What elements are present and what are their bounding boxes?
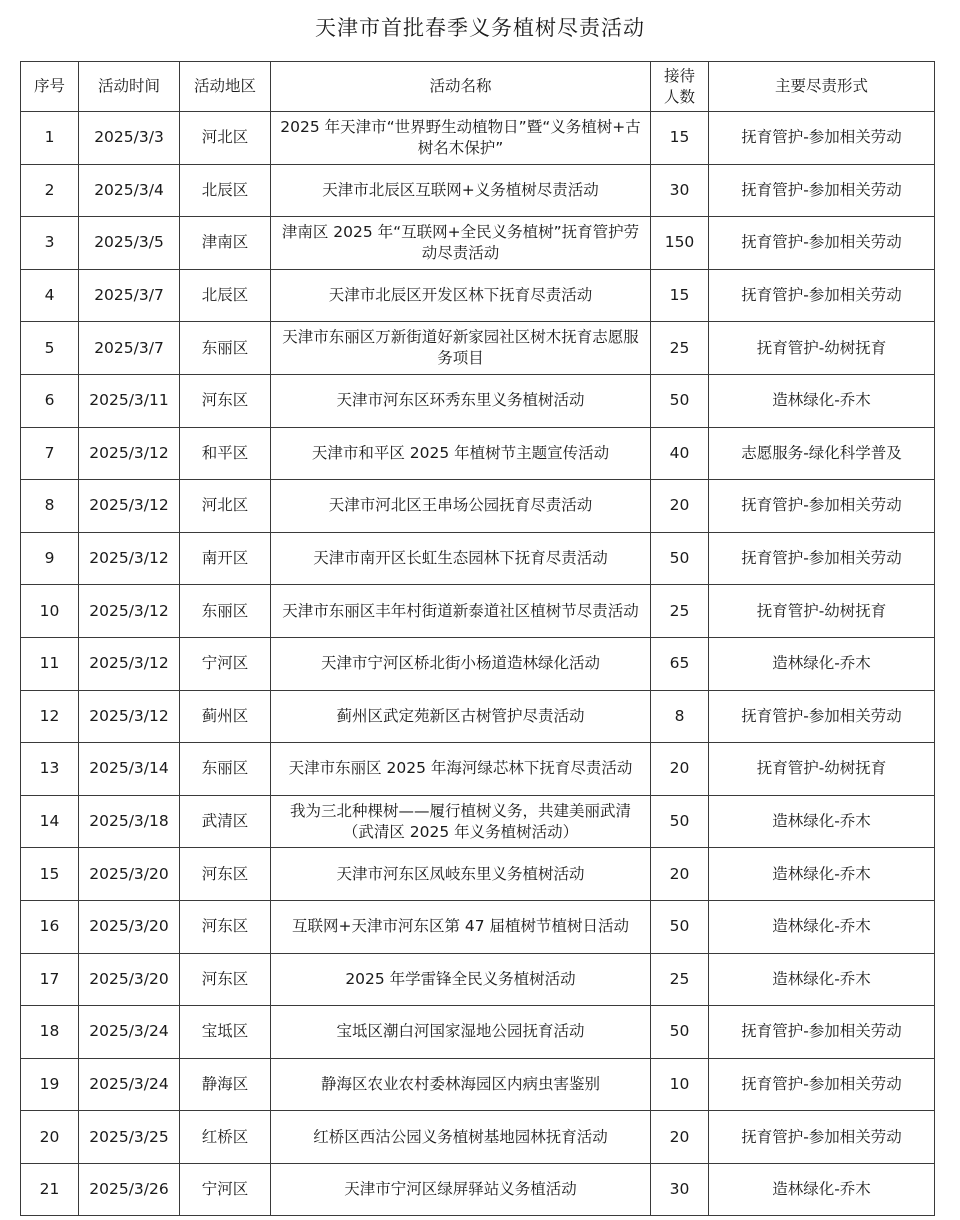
cell-form: 抚育管护-参加相关劳动 [709,480,935,533]
cell-activity-name: 2025 年天津市“世界野生动植物日”暨“义务植树+古树名木保护” [271,112,651,165]
cell-activity-name: 静海区农业农村委林海园区内病虫害鉴别 [271,1058,651,1111]
cell-date: 2025/3/25 [79,1111,180,1164]
cell-index: 6 [21,374,79,427]
header-index: 序号 [21,62,79,112]
cell-index: 20 [21,1111,79,1164]
cell-area: 北辰区 [180,164,271,217]
cell-index: 19 [21,1058,79,1111]
table-row [21,743,935,796]
cell-activity-name: 互联网+天津市河东区第 47 届植树节植树日活动 [271,900,651,953]
cell-index: 14 [21,795,79,848]
cell-form: 志愿服务-绿化科学普及 [709,427,935,480]
cell-activity-name: 天津市宁河区绿屏驿站义务植活动 [271,1163,651,1216]
table-row [21,1163,935,1216]
cell-activity-name: 天津市东丽区万新街道好新家园社区树木抚育志愿服务项目 [271,322,651,375]
table-row [21,1058,935,1111]
cell-index: 4 [21,269,79,322]
cell-activity-name: 蓟州区武定苑新区古树管护尽责活动 [271,690,651,743]
cell-count: 15 [651,269,709,322]
cell-form: 抚育管护-参加相关劳动 [709,690,935,743]
cell-count: 25 [651,953,709,1006]
cell-count: 40 [651,427,709,480]
cell-date: 2025/3/24 [79,1006,180,1059]
cell-activity-name: 天津市和平区 2025 年植树节主题宣传活动 [271,427,651,480]
cell-activity-name: 宝坻区潮白河国家湿地公园抚育活动 [271,1006,651,1059]
cell-count: 50 [651,900,709,953]
table-row [21,953,935,1006]
cell-form: 抚育管护-幼树抚育 [709,322,935,375]
cell-index: 16 [21,900,79,953]
header-count: 接待人数 [651,62,709,112]
cell-date: 2025/3/14 [79,743,180,796]
table-row [21,322,935,375]
cell-area: 河东区 [180,848,271,901]
table-row [21,900,935,953]
cell-activity-name: 天津市北辰区互联网+义务植树尽责活动 [271,164,651,217]
cell-activity-name: 天津市东丽区丰年村街道新泰道社区植树节尽责活动 [271,585,651,638]
cell-activity-name: 红桥区西沽公园义务植树基地园林抚育活动 [271,1111,651,1164]
cell-index: 1 [21,112,79,165]
cell-date: 2025/3/26 [79,1163,180,1216]
cell-form: 抚育管护-幼树抚育 [709,743,935,796]
cell-area: 武清区 [180,795,271,848]
table-row [21,480,935,533]
cell-form: 抚育管护-参加相关劳动 [709,269,935,322]
page-title: 天津市首批春季义务植树尽责活动 [315,16,645,40]
cell-area: 南开区 [180,532,271,585]
cell-date: 2025/3/3 [79,112,180,165]
cell-form: 造林绿化-乔木 [709,795,935,848]
header-form: 主要尽责形式 [709,62,935,112]
cell-date: 2025/3/20 [79,900,180,953]
cell-count: 10 [651,1058,709,1111]
table-row [21,269,935,322]
cell-count: 50 [651,795,709,848]
cell-index: 7 [21,427,79,480]
cell-index: 2 [21,164,79,217]
cell-date: 2025/3/12 [79,480,180,533]
table-row [21,532,935,585]
table-row [21,690,935,743]
cell-count: 30 [651,164,709,217]
cell-form: 造林绿化-乔木 [709,1163,935,1216]
cell-count: 30 [651,1163,709,1216]
cell-area: 河北区 [180,480,271,533]
cell-count: 50 [651,1006,709,1059]
header-area: 活动地区 [180,62,271,112]
cell-form: 抚育管护-参加相关劳动 [709,217,935,270]
cell-index: 3 [21,217,79,270]
cell-count: 50 [651,532,709,585]
cell-date: 2025/3/7 [79,269,180,322]
cell-index: 13 [21,743,79,796]
cell-area: 津南区 [180,217,271,270]
cell-area: 宁河区 [180,1163,271,1216]
cell-activity-name: 天津市东丽区 2025 年海河绿芯林下抚育尽责活动 [271,743,651,796]
cell-count: 20 [651,743,709,796]
header-name: 活动名称 [271,62,651,112]
table-body [21,112,935,1216]
cell-form: 造林绿化-乔木 [709,900,935,953]
cell-form: 抚育管护-参加相关劳动 [709,112,935,165]
cell-area: 河东区 [180,900,271,953]
cell-date: 2025/3/12 [79,427,180,480]
cell-date: 2025/3/4 [79,164,180,217]
cell-count: 50 [651,374,709,427]
cell-area: 河东区 [180,953,271,1006]
cell-count: 20 [651,480,709,533]
cell-date: 2025/3/12 [79,532,180,585]
cell-date: 2025/3/20 [79,848,180,901]
cell-index: 21 [21,1163,79,1216]
cell-date: 2025/3/12 [79,585,180,638]
cell-index: 17 [21,953,79,1006]
cell-form: 造林绿化-乔木 [709,637,935,690]
cell-count: 15 [651,112,709,165]
cell-count: 65 [651,637,709,690]
table-row [21,374,935,427]
header-date: 活动时间 [79,62,180,112]
table-row [21,164,935,217]
table-row [21,1006,935,1059]
cell-form: 造林绿化-乔木 [709,848,935,901]
table-row [21,217,935,270]
cell-date: 2025/3/18 [79,795,180,848]
cell-area: 宁河区 [180,637,271,690]
table-row [21,848,935,901]
cell-index: 15 [21,848,79,901]
cell-area: 河东区 [180,374,271,427]
cell-area: 红桥区 [180,1111,271,1164]
cell-count: 25 [651,322,709,375]
cell-form: 抚育管护-幼树抚育 [709,585,935,638]
cell-index: 12 [21,690,79,743]
cell-form: 抚育管护-参加相关劳动 [709,532,935,585]
table-row [21,427,935,480]
cell-activity-name: 天津市河东区环秀东里义务植树活动 [271,374,651,427]
table-row [21,637,935,690]
cell-form: 造林绿化-乔木 [709,374,935,427]
cell-index: 9 [21,532,79,585]
cell-activity-name: 天津市南开区长虹生态园林下抚育尽责活动 [271,532,651,585]
cell-index: 8 [21,480,79,533]
table-row [21,1111,935,1164]
table-row [21,112,935,165]
cell-form: 造林绿化-乔木 [709,953,935,1006]
cell-date: 2025/3/20 [79,953,180,1006]
activity-table [20,61,935,1216]
cell-activity-name: 天津市北辰区开发区林下抚育尽责活动 [271,269,651,322]
cell-activity-name: 天津市河北区王串场公园抚育尽责活动 [271,480,651,533]
cell-date: 2025/3/7 [79,322,180,375]
cell-count: 25 [651,585,709,638]
cell-date: 2025/3/12 [79,637,180,690]
cell-date: 2025/3/12 [79,690,180,743]
cell-area: 河北区 [180,112,271,165]
cell-count: 150 [651,217,709,270]
cell-count: 20 [651,1111,709,1164]
cell-form: 抚育管护-参加相关劳动 [709,1058,935,1111]
table-header-row [21,62,935,112]
cell-index: 10 [21,585,79,638]
cell-area: 东丽区 [180,743,271,796]
cell-activity-name: 天津市河东区凤岐东里义务植树活动 [271,848,651,901]
cell-area: 蓟州区 [180,690,271,743]
cell-count: 20 [651,848,709,901]
cell-area: 北辰区 [180,269,271,322]
cell-activity-name: 2025 年学雷锋全民义务植树活动 [271,953,651,1006]
cell-area: 东丽区 [180,585,271,638]
cell-count: 8 [651,690,709,743]
cell-area: 宝坻区 [180,1006,271,1059]
cell-area: 和平区 [180,427,271,480]
cell-form: 抚育管护-参加相关劳动 [709,164,935,217]
table-row [21,795,935,848]
cell-form: 抚育管护-参加相关劳动 [709,1111,935,1164]
cell-index: 11 [21,637,79,690]
cell-date: 2025/3/11 [79,374,180,427]
cell-activity-name: 天津市宁河区桥北街小杨道造林绿化活动 [271,637,651,690]
cell-date: 2025/3/5 [79,217,180,270]
cell-index: 5 [21,322,79,375]
cell-area: 静海区 [180,1058,271,1111]
cell-activity-name: 津南区 2025 年“互联网+全民义务植树”抚育管护劳动尽责活动 [271,217,651,270]
cell-date: 2025/3/24 [79,1058,180,1111]
cell-area: 东丽区 [180,322,271,375]
table-row [21,585,935,638]
cell-activity-name: 我为三北种棵树——履行植树义务，共建美丽武清（武清区 2025 年义务植树活动） [271,795,651,848]
cell-form: 抚育管护-参加相关劳动 [709,1006,935,1059]
cell-index: 18 [21,1006,79,1059]
